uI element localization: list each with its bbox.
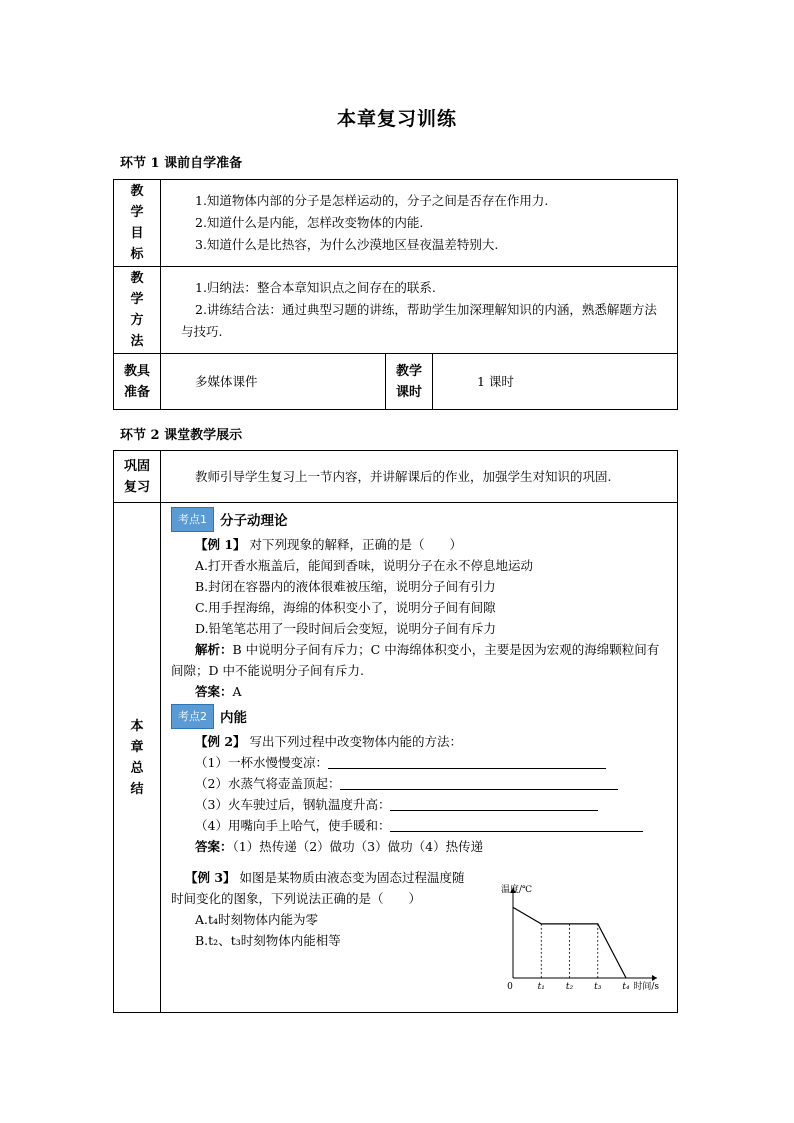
x-tick-label: t₁ — [537, 982, 545, 992]
methods-content — [161, 267, 678, 354]
methods-label: 教 学 方 法 — [114, 267, 161, 354]
objective-item: 2.知道什么是内能，怎样改变物体的内能. — [195, 215, 424, 230]
ex3-option: A.t₄时刻物体内能为零 — [195, 912, 319, 927]
kd1-heading — [171, 509, 663, 534]
summary-content — [161, 503, 678, 1013]
method-item: 2.讲练结合法：通过典型习题的讲练，帮助学生加深理解知识的内涵，熟悉解题方法与技巧. — [181, 302, 657, 339]
x-tick-label: t₄ — [622, 982, 630, 992]
ex2-item: （1）一杯水慢慢变凉： — [171, 752, 663, 773]
ex2-item: （3）火车驶过后，钢轨温度升高： — [171, 794, 663, 815]
page-title: 本章复习训练 — [336, 108, 457, 130]
objective-item: 3.知道什么是比热容，为什么沙漠地区昼夜温差特别大. — [195, 237, 499, 252]
kd1-title: 分子动理论 — [220, 513, 288, 529]
tools-row — [114, 354, 678, 410]
ex2-item: （2）水蒸气将壶盖顶起： — [171, 773, 663, 794]
ex3-question: 【例 3】 如图是某物质由液态变为固态过程温度随时间变化的图象，下列说法正确的是（ ） — [171, 870, 465, 906]
kd2-tag: 考点2 — [171, 704, 214, 729]
methods-row — [114, 267, 678, 354]
prep-table — [113, 179, 678, 410]
ex1-option: D.铅笔笔芯用了一段时间后会变短，说明分子间有斥力 — [195, 621, 497, 636]
y-axis-label: 温度/℃ — [501, 885, 533, 895]
temperature-line — [513, 907, 626, 978]
answer-blank[interactable] — [390, 817, 643, 832]
review-content: 教师引导学生复习上一节内容，并讲解课后的作业，加强学生对知识的巩固. — [161, 451, 678, 503]
section-heading-1: 环节 1 课前自学准备 — [120, 156, 243, 171]
ex1-question: 【例 1】 对下列现象的解释，正确的是（ ） — [195, 537, 463, 552]
temperature-time-chart — [499, 882, 669, 1006]
x-tick-label: t₃ — [594, 982, 602, 992]
objectives-label: 教 学 目 标 — [114, 180, 161, 267]
ex3-option: B.t₂、t₃时刻物体内能相等 — [195, 933, 341, 948]
origin-label: 0 — [507, 982, 513, 992]
ex1-option: A.打开香水瓶盖后，能闻到香味，说明分子在永不停息地运动 — [195, 558, 534, 573]
ex2-answer: 答案：（1）热传递（2）做功（3）做功（4）热传递 — [195, 839, 484, 854]
method-item: 1.归纳法：整合本章知识点之间存在的联系. — [195, 280, 436, 295]
ex1-analysis: 解析：B 中说明分子间有斥力；C 中海绵体积变小，主要是因为宏观的海绵颗粒间有间隙；D 中不能说明分子间有斥力. — [171, 642, 660, 678]
objective-item: 1.知道物体内部的分子是怎样运动的，分子之间是否存在作用力. — [195, 193, 549, 208]
objectives-row — [114, 180, 678, 267]
x-tick-label: t₂ — [565, 982, 574, 992]
review-row — [114, 451, 678, 503]
tools-label: 教具 准备 — [114, 354, 161, 410]
x-axis-arrow — [652, 975, 657, 981]
review-label: 巩固 复习 — [114, 451, 161, 503]
x-axis-label: 时间/s — [633, 982, 659, 992]
summary-row — [114, 503, 678, 1013]
tools-value: 多媒体课件 — [161, 354, 386, 410]
answer-blank[interactable] — [328, 754, 606, 769]
answer-blank[interactable] — [390, 796, 598, 811]
chart-svg — [499, 882, 669, 1000]
kd2-heading — [171, 706, 663, 731]
ex3-block — [171, 867, 471, 951]
section-heading-2: 环节 2 课堂教学展示 — [120, 428, 243, 443]
ex2-item: （4）用嘴向手上哈气，使手暖和： — [171, 815, 663, 836]
ex1-option: B.封闭在容器内的液体很难被压缩，说明分子间有引力 — [195, 579, 496, 594]
kd2-title: 内能 — [220, 710, 247, 726]
period-label: 教学 课时 — [386, 354, 433, 410]
kd1-tag: 考点1 — [171, 507, 214, 532]
objectives-content — [161, 180, 678, 267]
ex1-answer: 答案：A — [195, 684, 242, 699]
period-value: 1 课时 — [433, 354, 678, 410]
summary-label: 本 章 总 结 — [114, 503, 161, 1013]
class-table — [113, 450, 678, 1013]
answer-blank[interactable] — [340, 775, 618, 790]
ex2-question: 【例 2】 写出下列过程中改变物体内能的方法： — [195, 734, 463, 749]
ex1-option: C.用手捏海绵，海绵的体积变小了，说明分子间有间隙 — [195, 600, 496, 615]
